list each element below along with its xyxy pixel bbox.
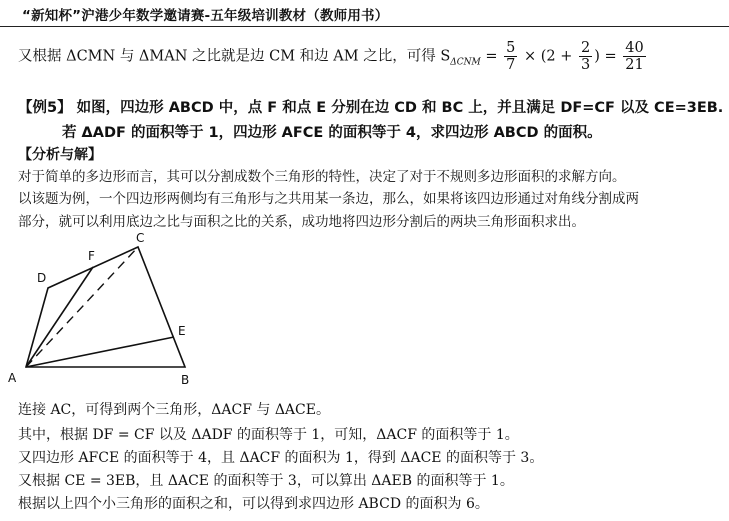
analysis-heading: 【分析与解】 <box>18 147 102 163</box>
solution-line-1: 连接 AC，可得到两个三角形，ΔACF 与 ΔACE。 <box>18 402 330 418</box>
solution-line-2: 其中，根据 DF = CF 以及 ΔADF 的面积等于 1，可知，ΔACF 的面积等于 1。 <box>18 427 519 443</box>
example-line-2: 若 ΔADF 的面积等于 1，四边形 AFCE 的面积等于 4，求四边形 ABCD 的面积。 <box>62 125 602 141</box>
label-b: B <box>181 373 190 387</box>
label-f: F <box>88 249 95 263</box>
analysis-paragraph-3: 部分，就可以利用底边之比与面积之比的关系，成功地将四边形分割后的两块三角形面积求出。 <box>18 214 585 230</box>
analysis-paragraph-2: 以该题为例，一个四边形两侧均有三角形与之共用某一条边，那么，如果将该四边形通过对角线分割成两 <box>18 191 639 207</box>
example-label: 【例5】 <box>18 100 72 116</box>
solution-line-4: 又根据 CE = 3EB，且 ΔACE 的面积等于 3，可以算出 ΔAEB 的面积等于 1。 <box>18 473 514 489</box>
segment-ae <box>26 337 174 367</box>
fraction-3 <box>623 40 645 73</box>
fraction-2-num: 2 <box>580 40 591 56</box>
page-header: “新知杯”沪港少年数学邀请赛-五年级培训教材（教师用书） <box>22 8 389 24</box>
example-text-1: 如图，四边形 ABCD 中，点 F 和点 E 分别在边 CD 和 BC 上，并且满足 DF=CF 以及 CE=3EB. <box>76 100 724 116</box>
intro-eq: = <box>480 48 503 65</box>
intro-times: × (2 + <box>519 48 577 65</box>
label-a: A <box>8 371 17 385</box>
analysis-paragraph-1: 对于简单的多边形而言，其可以分割成数个三角形的特性，决定了对于不规则多边形面积的求解方向。 <box>18 169 626 185</box>
solution-line-3: 又四边形 AFCE 的面积等于 4，且 ΔACF 的面积为 1，得到 ΔACE 的面积等于 3。 <box>18 450 544 466</box>
fraction-3-num: 40 <box>625 40 644 56</box>
fraction-2 <box>579 40 592 73</box>
fraction-1-num: 5 <box>506 40 516 56</box>
quadrilateral-figure <box>0 225 230 395</box>
intro-equation-line <box>18 40 648 73</box>
example-line-1 <box>18 96 723 117</box>
label-e: E <box>178 324 186 338</box>
fraction-2-den: 3 <box>580 57 591 73</box>
quadrilateral-abcd <box>26 247 185 367</box>
fraction-1-den: 7 <box>506 57 516 73</box>
label-c: C <box>136 231 145 245</box>
label-d: D <box>37 271 47 285</box>
solution-line-5: 根据以上四个小三角形的面积之和，可以得到求四边形 ABCD 的面积为 6。 <box>18 496 489 512</box>
intro-subscript: ΔCNM <box>450 57 481 68</box>
fraction-1 <box>504 40 517 73</box>
intro-text: 又根据 ΔCMN 与 ΔMAN 之比就是边 CM 和边 AM 之比，可得 S <box>18 48 451 65</box>
fraction-3-den: 21 <box>625 57 644 73</box>
header-rule <box>0 26 729 27</box>
intro-close: ) = <box>594 48 622 65</box>
